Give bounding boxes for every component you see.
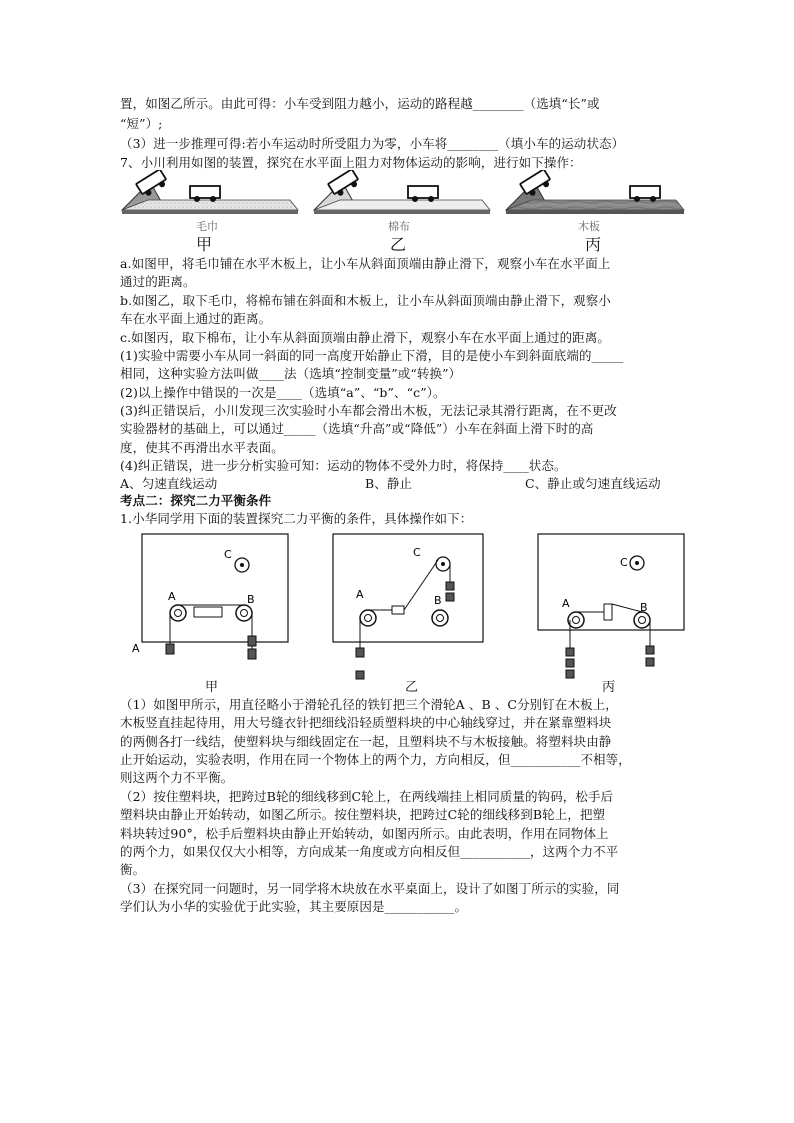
setup-bing-board [538,534,684,678]
label-c: C [224,548,232,561]
text-line: 相同，这种实验方法叫做____法（选填“控制变量”或“转换”） [120,366,462,381]
figure-label-yi: 乙 [405,680,419,695]
text-line: （2）按住塑料块，把跨过B轮的细线移到C轮上，在两线端挂上相同质量的钩码，松手后 [120,789,614,804]
question-7-stem: 7、小川利用如图的装置，探究在水平面上阻力对物体运动的影响，进行如下操作： [120,155,582,170]
text-line: 的两个力，如果仅仅大小相等，方向成某一角度或方向相反但___________，这两个力不平 [120,844,619,859]
surface-label-cotton: 棉布 [388,220,410,233]
figure-label-jia: 甲 [196,235,213,254]
figure-label-bing: 丙 [602,680,616,695]
label-a: A [168,590,176,603]
setup-yi-board [333,534,483,679]
setup-yi [314,170,490,214]
figure-label-bing: 丙 [585,235,602,254]
label-b: B [640,601,648,614]
text-line: 衡。 [120,862,146,877]
text-line: a.如图甲，将毛巾铺在水平木板上，让小车从斜面顶端由静止滑下，观察小车在水平面上 [120,256,611,271]
setup-jia [122,170,298,214]
label-a-outer: A [132,642,140,655]
two-force-balance-figure [120,530,690,690]
text-line: 的两侧各打一线结，使塑料块与细线固定在一起，且塑料块不与木板接触。将塑料块由静 [120,734,612,749]
surface-label-towel: 毛巾 [196,220,218,233]
setup-bing [506,170,684,214]
text-line: 塑料块由静止开始转动，如图乙所示。按住塑料块，把跨过C轮的细线移到B轮上，把塑 [120,807,606,822]
option-b: B、静止 [365,476,413,491]
label-c: C [620,556,628,569]
text-line: (1)实验中需要小车从同一斜面的同一高度开始静止下滑，目的是使小车到斜面底端的_____ [120,348,624,363]
option-c: C、静止或匀速直线运动 [525,476,661,491]
text-line: 车在水平面上通过的距离。 [120,311,272,326]
text-line: 度，使其不再滑出水平表面。 [120,440,284,455]
text-line: 实验器材的基础上，可以通过_____（选填“升高”或“降低”）小车在斜面上滑下时的高 [120,421,594,436]
label-a: A [562,597,570,610]
question-1-stem: 1.小华同学用下面的装置探究二力平衡的条件，具体操作如下： [120,511,473,526]
text-line: “短”）; [120,116,163,131]
text-line: 止开始运动，实验表明，作用在同一个物体上的两个力，方向相反，但___________不相等， [120,752,631,767]
label-c: C [413,546,421,559]
text-line: 学们认为小华的实验优于此实验，其主要原因是___________。 [120,899,468,914]
figure-label-jia: 甲 [205,680,219,695]
text-line: 通过的距离。 [120,274,196,289]
label-b: B [247,593,255,606]
text-line: （3）在探究同一问题时，另一同学将木块放在水平桌面上，设计了如图丁所示的实验，同 [120,881,620,896]
text-line: b.如图乙，取下毛巾，将棉布铺在斜面和木板上，让小车从斜面顶端由静止滑下，观察小 [120,293,611,308]
label-b: B [434,594,442,607]
text-line: （3）进一步推理可得:若小车运动时所受阻力为零，小车将________（填小车的运动状态） [120,136,625,151]
text-line: 木板竖直挂起待用，用大号缝衣针把细线沿轻质塑料块的中心轴线穿过，并在紧靠塑料块 [120,715,612,730]
text-line: c.如图丙，取下棉布，让小车从斜面顶端由静止滑下，观察小车在水平面上通过的距离。 [120,330,610,345]
text-line: (3)纠正错误后，小川发现三次实验时小车都会滑出木板，无法记录其滑行距离，在不更改 [120,403,617,418]
text-line: (4)纠正错误，进一步分析实验可知：运动的物体不受外力时，将保持____状态。 [120,458,567,473]
setup-jia-board [132,534,288,659]
option-a: A、匀速直线运动 [120,476,218,491]
text-line: 则这两个力不平衡。 [120,770,234,785]
text-line: 料块转过90°，松手后塑料块由静止开始转动，如图丙所示。由此表明，作用在同物体上 [120,826,609,841]
section-title: 考点二：探究二力平衡条件 [120,493,272,508]
surface-label-wood: 木板 [578,220,600,233]
text-line: 置，如图乙所示。由此可得：小车受到阻力越小，运动的路程越________（选填“长”或 [120,96,600,111]
text-line: (2)以上操作中错误的一次是____（选填“a”、“b”、“c”）。 [120,385,446,400]
figure-label-yi: 乙 [390,235,407,254]
label-a: A [356,588,364,601]
text-line: （1）如图甲所示，用直径略小于滑轮孔径的铁钉把三个滑轮A 、B 、C分别钉在木板上， [120,697,618,712]
